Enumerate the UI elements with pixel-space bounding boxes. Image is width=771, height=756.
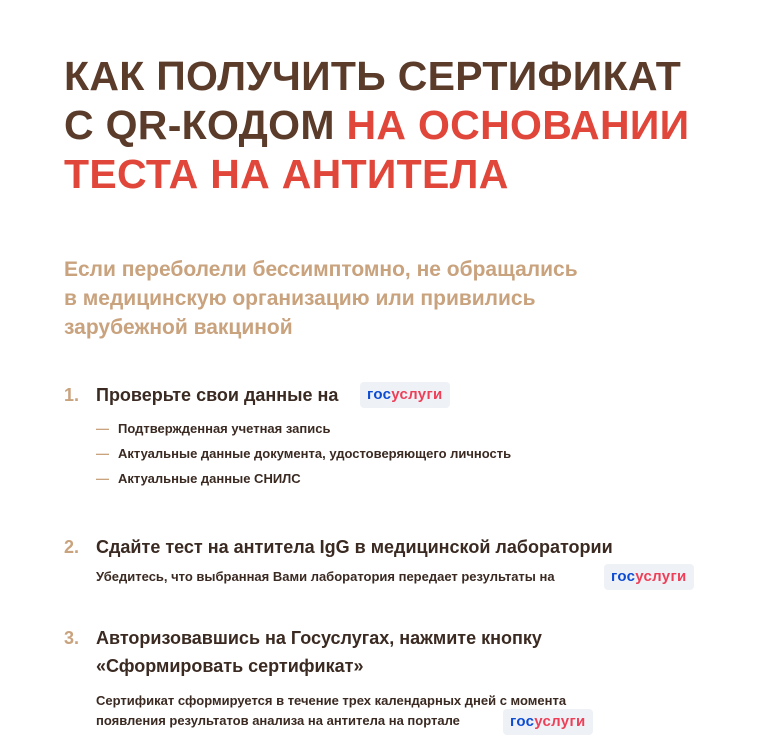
step-1: [64, 382, 744, 502]
dash-icon: —: [96, 446, 109, 461]
dash-icon: —: [96, 421, 109, 436]
list-item: [96, 419, 330, 438]
gosuslugi-logo: [604, 564, 694, 590]
step-2: [64, 534, 744, 594]
subtitle-line-2: в медицинскую организацию или привились: [64, 287, 536, 310]
list-item: [96, 469, 301, 488]
step-heading: Сдайте тест на антитела IgG в медицинской лаборатории: [96, 537, 613, 557]
gosuslugi-logo-part-2: услуги: [635, 568, 687, 585]
step-description: Убедитесь, что выбранная Вами лаборатория передает результаты на: [96, 569, 555, 584]
step-heading-line-2: «Сформировать сертификат»: [96, 656, 364, 676]
gosuslugi-logo: [360, 382, 450, 408]
page-title: [64, 52, 744, 199]
title-line-2-normal: С QR-КОДОМ: [64, 102, 335, 148]
step-number: 3.: [64, 628, 80, 648]
dash-icon: —: [96, 471, 109, 486]
gosuslugi-logo-part-2: услуги: [391, 386, 443, 403]
title-line-3-accent: ТЕСТА НА АНТИТЕЛА: [64, 151, 509, 197]
step-heading: Проверьте свои данные на: [96, 385, 339, 405]
step-description-line-1: Сертификат сформируется в течение трех календарных дней с момента: [96, 693, 567, 708]
gosuslugi-logo-part-1: гос: [510, 713, 535, 730]
step-3: [64, 625, 744, 750]
step-number: 2.: [64, 537, 80, 557]
bullet-text: Подтвержденная учетная запись: [118, 421, 331, 436]
bullet-text: Актуальные данные документа, удостоверяющего личность: [118, 446, 512, 461]
title-line-1: КАК ПОЛУЧИТЬ СЕРТИФИКАТ: [64, 53, 682, 99]
gosuslugi-logo-part-1: гос: [367, 386, 392, 403]
list-item: [96, 444, 511, 463]
gosuslugi-logo-part-2: услуги: [534, 713, 586, 730]
step-description-line-2: появления результатов анализа на антитела на портале: [96, 713, 460, 728]
gosuslugi-logo-part-1: гос: [611, 568, 636, 585]
step-heading-line-1: Авторизовавшись на Госуслугах, нажмите кнопку: [96, 628, 542, 648]
subtitle-line-3: зарубежной вакциной: [64, 316, 293, 339]
bullet-text: Актуальные данные СНИЛС: [118, 471, 301, 486]
subtitle: [64, 255, 704, 342]
title-line-2-accent: НА ОСНОВАНИИ: [346, 102, 690, 148]
step-number: 1.: [64, 385, 80, 405]
subtitle-line-1: Если переболели бессимптомно, не обращались: [64, 258, 578, 281]
gosuslugi-logo: [503, 709, 593, 735]
